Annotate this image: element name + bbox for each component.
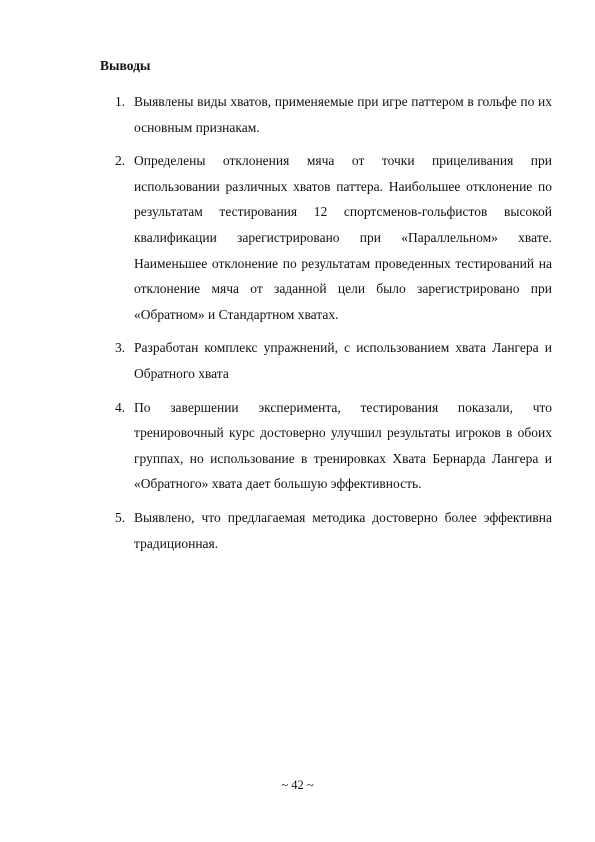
list-item [100, 505, 552, 556]
section-heading: Выводы [100, 58, 151, 73]
conclusions-list [100, 89, 552, 564]
list-item [100, 395, 552, 497]
item-text: Разработан комплекс упражнений, с использованием хвата Лангера и Обратного хвата [134, 340, 552, 381]
item-number: 1. [115, 94, 126, 109]
item-number: 3. [115, 340, 126, 356]
item-number: 4. [115, 399, 126, 415]
page-number: ~ 42 ~ [281, 778, 314, 792]
item-text: По завершении эксперимента, тестирования показали, что тренировочный курс достоверно улучшил результаты игроков в обоих группах, но использование в тренировках Хвата Бернарда Лангера и «Обратного» хвата дает большую эффективность. [134, 399, 552, 492]
item-text: Выявлено, что предлагаемая методика достоверно более эффективна традиционная. [134, 509, 552, 551]
item-number: 2. [115, 153, 126, 169]
list-item [100, 335, 552, 386]
item-number: 5. [115, 509, 126, 525]
list-item [100, 89, 552, 140]
item-text: Определены отклонения мяча от точки прицеливания при использовании различных хватов паттера. Наибольшее отклонение по результатам тестирования 12 спортсменов-гольфистов высокой квалификации зарегистрировано при «Параллельном» хвате. Наименьшее отклонение по результатам проведенных тестирований на отклонение мяча от заданной цели было зарегистрировано при «Обратном» и Стандартном хватах. [134, 153, 552, 322]
item-text: Выявлены виды хватов, применяемые при игре паттером в гольфе по их основным признакам. [134, 94, 552, 135]
list-item [100, 148, 552, 327]
